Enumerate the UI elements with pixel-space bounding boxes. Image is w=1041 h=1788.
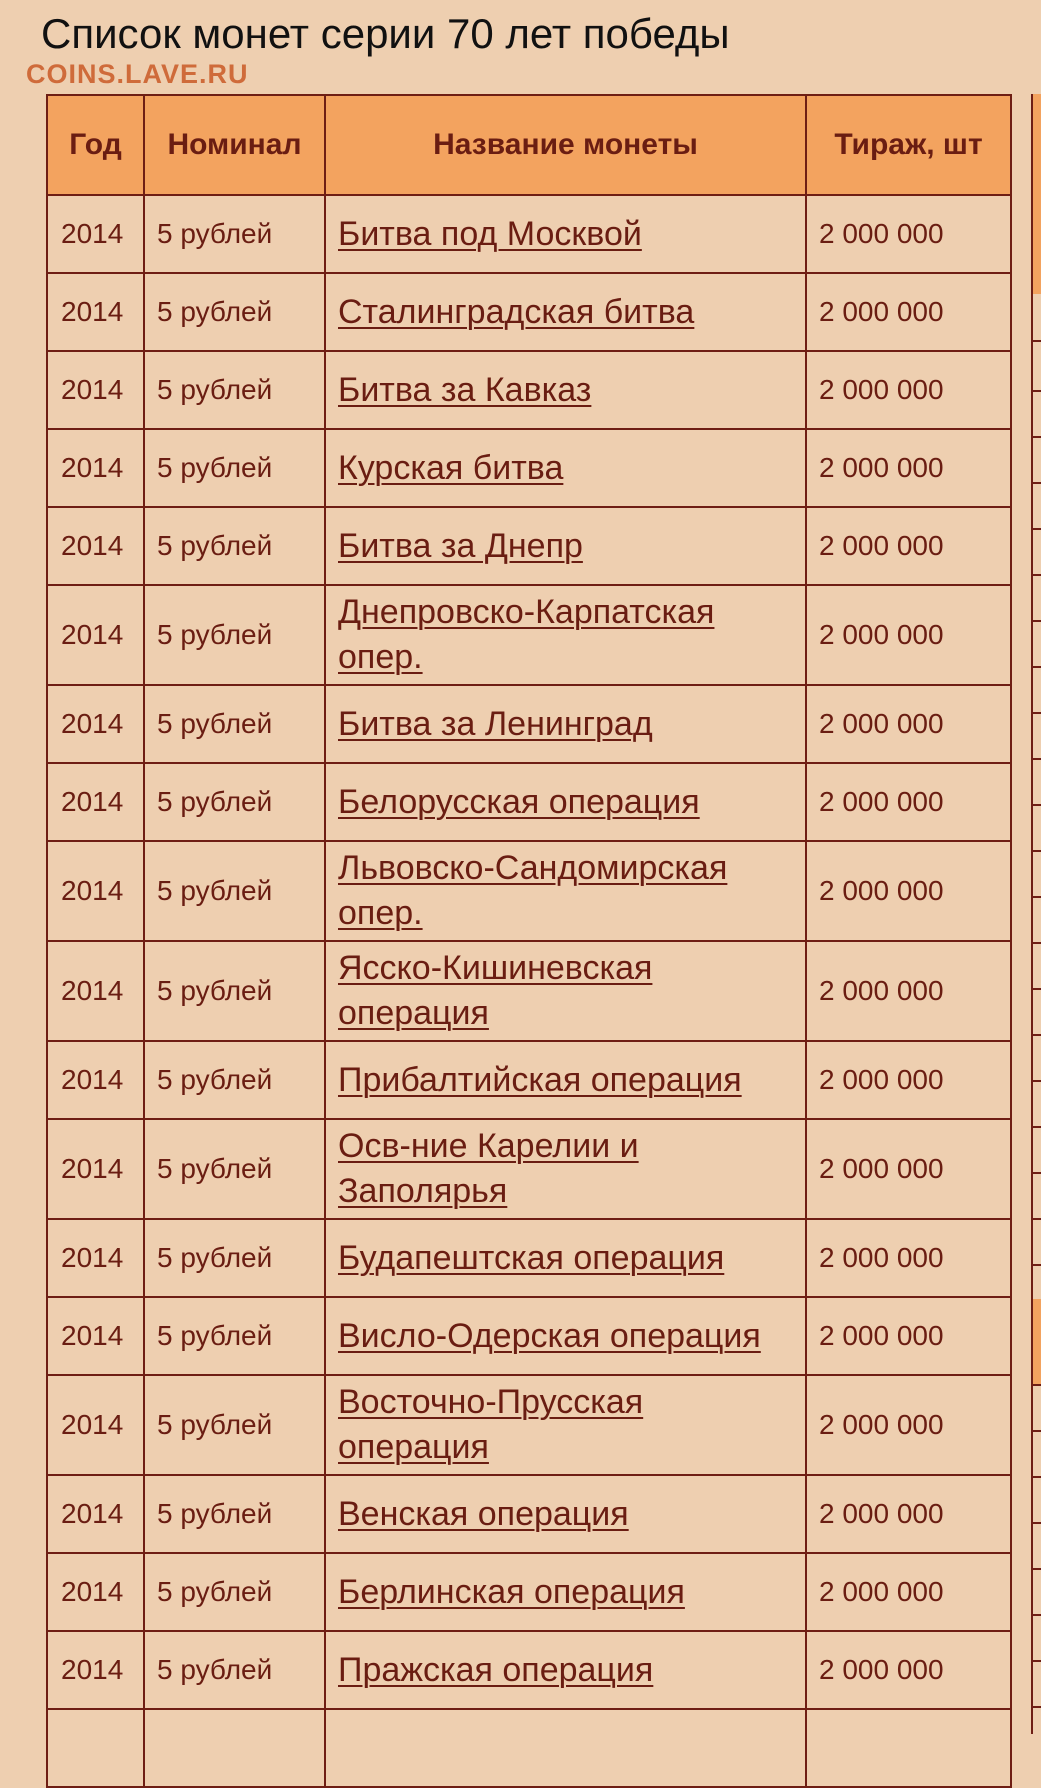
table-row (47, 351, 1011, 429)
cell-coin-name (325, 429, 806, 507)
adjacent-table-row-line (1033, 436, 1041, 438)
cell-coin-name (325, 841, 806, 941)
adjacent-table-row-line (1033, 1660, 1041, 1662)
cell-year: 2014 (47, 941, 144, 1041)
cell-mintage: 2 000 000 (806, 1631, 1011, 1709)
coin-name-link[interactable]: Восточно-Прусская операция (338, 1383, 644, 1466)
cell-coin-name (325, 1041, 806, 1119)
adjacent-table-row-line (1033, 1218, 1041, 1220)
cell-mintage: 2 000 000 (806, 273, 1011, 351)
coin-name-link[interactable]: Битва за Кавказ (338, 370, 592, 409)
adjacent-table-row-line (1033, 942, 1041, 944)
cell-year: 2014 (47, 429, 144, 507)
coin-name-link[interactable]: Будапештская операция (338, 1238, 725, 1277)
table-row (47, 941, 1011, 1041)
cell-year: 2014 (47, 1553, 144, 1631)
cell-denomination: 5 рублей (144, 429, 325, 507)
cell-year: 2014 (47, 1041, 144, 1119)
coin-name-link[interactable]: Львовско-Сандомирская опер. (338, 849, 728, 932)
cell-denomination: 5 рублей (144, 841, 325, 941)
cell-denomination: 5 рублей (144, 941, 325, 1041)
cell-denomination: 5 рублей (144, 273, 325, 351)
cell-denomination: 5 рублей (144, 351, 325, 429)
adjacent-table-row-line (1033, 1172, 1041, 1174)
header-coin-name: Название монеты (325, 95, 806, 195)
adjacent-table-row-line (1033, 1522, 1041, 1524)
cell-mintage: 2 000 000 (806, 1475, 1011, 1553)
adjacent-table-row-line (1033, 896, 1041, 898)
cell-mintage: 2 000 000 (806, 507, 1011, 585)
cell-coin-name (325, 1553, 806, 1631)
table-row (47, 1297, 1011, 1375)
adjacent-table-row-line (1033, 482, 1041, 484)
cell-coin-name (325, 1297, 806, 1375)
adjacent-table-row-line (1033, 1126, 1041, 1128)
cell-mintage: 2 000 000 (806, 763, 1011, 841)
adjacent-table-row-line (1033, 988, 1041, 990)
adjacent-table-row-line (1033, 850, 1041, 852)
cell-denomination (144, 1709, 325, 1787)
cell-coin-name (325, 763, 806, 841)
cell-mintage: 2 000 000 (806, 941, 1011, 1041)
table-row (47, 1553, 1011, 1631)
adjacent-table-header-fill (1033, 1299, 1041, 1384)
cell-mintage: 2 000 000 (806, 585, 1011, 685)
cell-mintage: 2 000 000 (806, 1375, 1011, 1475)
cell-denomination: 5 рублей (144, 1219, 325, 1297)
table-row (47, 1119, 1011, 1219)
cell-coin-name (325, 1119, 806, 1219)
header-denomination: Номинал (144, 95, 325, 195)
table-row (47, 507, 1011, 585)
cell-coin-name (325, 507, 806, 585)
adjacent-table-row-line (1033, 620, 1041, 622)
cell-coin-name (325, 1631, 806, 1709)
cell-year: 2014 (47, 685, 144, 763)
coin-name-link[interactable]: Прибалтийская операция (338, 1060, 742, 1099)
table-row (47, 195, 1011, 273)
coin-name-link[interactable]: Пражская операция (338, 1650, 654, 1689)
table-row (47, 841, 1011, 941)
cell-coin-name (325, 1375, 806, 1475)
cell-mintage: 2 000 000 (806, 1119, 1011, 1219)
cell-coin-name (325, 941, 806, 1041)
adjacent-table-row-line (1033, 1568, 1041, 1570)
cell-mintage: 2 000 000 (806, 1219, 1011, 1297)
cell-denomination: 5 рублей (144, 1631, 325, 1709)
adjacent-table-row-line (1033, 1476, 1041, 1478)
adjacent-table-row-line (1033, 1430, 1041, 1432)
table-row (47, 273, 1011, 351)
adjacent-table-row-line (1033, 1034, 1041, 1036)
coin-name-link[interactable]: Ясско-Кишиневская операция (338, 949, 653, 1032)
cell-denomination: 5 рублей (144, 1297, 325, 1375)
cell-mintage (806, 1709, 1011, 1787)
cell-coin-name (325, 273, 806, 351)
table-row (47, 1219, 1011, 1297)
table-row (47, 585, 1011, 685)
table-row (47, 1475, 1011, 1553)
adjacent-table-row-line (1033, 574, 1041, 576)
cell-year: 2014 (47, 351, 144, 429)
cell-denomination: 5 рублей (144, 685, 325, 763)
table-body (47, 195, 1011, 1787)
adjacent-table-row-line (1033, 528, 1041, 530)
coin-name-link[interactable]: Венская операция (338, 1494, 629, 1533)
cell-year: 2014 (47, 273, 144, 351)
cell-coin-name (325, 1709, 806, 1787)
cell-denomination: 5 рублей (144, 585, 325, 685)
coin-name-link[interactable]: Курская битва (338, 448, 564, 487)
cell-year: 2014 (47, 1475, 144, 1553)
coin-name-link[interactable]: Белорусская операция (338, 782, 700, 821)
coin-name-link[interactable]: Висло-Одерская операция (338, 1316, 761, 1355)
adjacent-table-row-line (1033, 1080, 1041, 1082)
adjacent-table-row-line (1033, 1614, 1041, 1616)
cell-mintage: 2 000 000 (806, 195, 1011, 273)
cell-denomination: 5 рублей (144, 1553, 325, 1631)
table-row (47, 1041, 1011, 1119)
cell-year: 2014 (47, 195, 144, 273)
cell-mintage: 2 000 000 (806, 685, 1011, 763)
adjacent-table-row-line (1033, 340, 1041, 342)
coin-name-link[interactable]: Осв-ние Карелии и Заполярья (338, 1127, 639, 1210)
cell-coin-name (325, 351, 806, 429)
adjacent-table-header-fill (1033, 94, 1041, 294)
cell-denomination: 5 рублей (144, 1475, 325, 1553)
adjacent-table-row-line (1033, 804, 1041, 806)
site-watermark: COINS.LAVE.RU (26, 59, 249, 89)
cell-coin-name (325, 195, 806, 273)
cell-mintage: 2 000 000 (806, 351, 1011, 429)
table-row (47, 1709, 1011, 1787)
cell-denomination: 5 рублей (144, 1375, 325, 1475)
coin-name-link[interactable]: Берлинская операция (338, 1572, 685, 1611)
page-title: Список монет серии 70 лет победы (41, 10, 730, 57)
adjacent-table-row-line (1033, 390, 1041, 392)
cell-year: 2014 (47, 841, 144, 941)
table-header-row (47, 95, 1011, 195)
adjacent-table-row-line (1033, 1264, 1041, 1266)
cell-denomination: 5 рублей (144, 763, 325, 841)
cell-year: 2014 (47, 1297, 144, 1375)
cell-coin-name (325, 585, 806, 685)
adjacent-table-edge (1031, 94, 1041, 1734)
cell-year: 2014 (47, 507, 144, 585)
cell-denomination: 5 рублей (144, 1041, 325, 1119)
coin-name-link[interactable]: Битва за Ленинград (338, 704, 653, 743)
cell-mintage: 2 000 000 (806, 429, 1011, 507)
cell-year: 2014 (47, 585, 144, 685)
cell-year (47, 1709, 144, 1787)
table-row (47, 685, 1011, 763)
table-row (47, 1375, 1011, 1475)
cell-coin-name (325, 1219, 806, 1297)
header-year: Год (47, 95, 144, 195)
coin-name-link[interactable]: Битва за Днепр (338, 526, 583, 565)
adjacent-table-row-line (1033, 758, 1041, 760)
adjacent-table-row-line (1033, 1706, 1041, 1708)
adjacent-table-row-line (1033, 666, 1041, 668)
cell-year: 2014 (47, 1219, 144, 1297)
table-row (47, 429, 1011, 507)
cell-denomination: 5 рублей (144, 507, 325, 585)
cell-coin-name (325, 685, 806, 763)
cell-year: 2014 (47, 1119, 144, 1219)
table-row (47, 1631, 1011, 1709)
table-row (47, 763, 1011, 841)
cell-coin-name (325, 1475, 806, 1553)
coin-name-link[interactable]: Днепровско-Карпатская опер. (338, 593, 715, 676)
cell-mintage: 2 000 000 (806, 1041, 1011, 1119)
cell-denomination: 5 рублей (144, 195, 325, 273)
cell-year: 2014 (47, 1375, 144, 1475)
cell-year: 2014 (47, 763, 144, 841)
cell-mintage: 2 000 000 (806, 1297, 1011, 1375)
cell-mintage: 2 000 000 (806, 841, 1011, 941)
cell-year: 2014 (47, 1631, 144, 1709)
coin-table-container (46, 94, 1010, 1788)
cell-denomination: 5 рублей (144, 1119, 325, 1219)
adjacent-table-row-line (1033, 1384, 1041, 1386)
adjacent-table-row-line (1033, 712, 1041, 714)
header-mintage: Тираж, шт (806, 95, 1011, 195)
coin-name-link[interactable]: Битва под Москвой (338, 214, 642, 253)
coin-list-table (46, 94, 1012, 1788)
cell-mintage: 2 000 000 (806, 1553, 1011, 1631)
coin-name-link[interactable]: Сталинградская битва (338, 292, 695, 331)
